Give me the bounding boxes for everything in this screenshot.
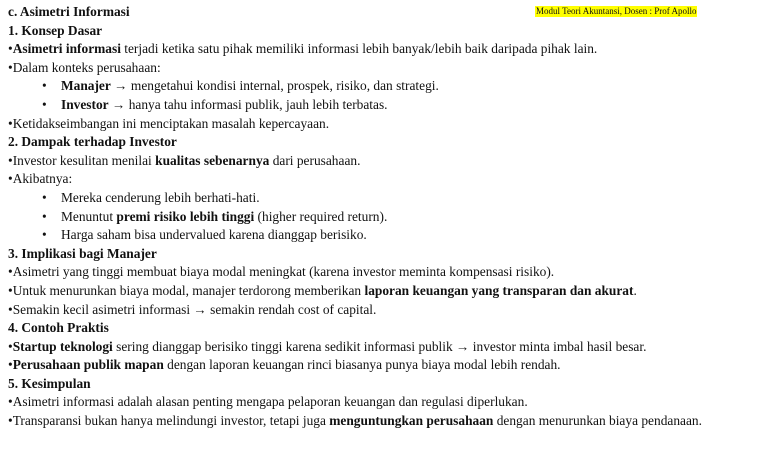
heading-dampak-investor: 2. Dampak terhadap Investor [8, 134, 177, 150]
sub-list-item [8, 226, 760, 245]
bullet: • [42, 227, 47, 243]
text: •Transparansi bukan hanya melindungi investor, tetapi juga [8, 413, 330, 429]
bold-term: laporan keuangan yang transparan dan akurat [364, 282, 634, 298]
text: •Untuk menurunkan biaya modal, manajer terdorong memberikan [8, 282, 365, 298]
bullet: • [42, 78, 47, 94]
text: → mengetahui kondisi internal, prospek, risiko, dan strategi. [110, 78, 439, 94]
document-page [8, 3, 760, 431]
bullet: • [8, 41, 13, 57]
bullet: • [42, 96, 47, 112]
bold-term: Investor [61, 96, 109, 112]
bullet: • [8, 357, 13, 373]
paragraph: •Asimetri informasi adalah alasan penting mengapa pelaporan keuangan dan regulasi diperlukan. [8, 394, 528, 410]
text: (higher required return). [254, 208, 388, 224]
paragraph [8, 40, 760, 59]
paragraph: •Semakin kecil asimetri informasi → semakin rendah cost of capital. [8, 301, 377, 317]
paragraph [8, 356, 760, 375]
paragraph [8, 412, 760, 431]
bold-term: Perusahaan publik mapan [12, 357, 164, 373]
paragraph [8, 152, 760, 171]
paragraph: •Dalam konteks perusahaan: [8, 59, 161, 75]
text: •Investor kesulitan menilai [8, 152, 156, 168]
sub-list-item [8, 77, 760, 96]
heading-konsep-dasar: 1. Konsep Dasar [8, 22, 103, 38]
bold-term: Asimetri informasi [12, 41, 121, 57]
bullet: • [8, 338, 13, 354]
paragraph [8, 282, 760, 301]
bold-term: premi risiko lebih tinggi [116, 208, 255, 224]
header-note: Modul Teori Akuntansi, Dosen : Prof Apollo [536, 6, 697, 16]
sub-list-item [8, 208, 760, 227]
sub-list-item [8, 189, 760, 208]
text: . [633, 282, 637, 298]
paragraph [8, 338, 760, 357]
text: dengan laporan keuangan rinci biasanya punya biaya modal lebih rendah. [163, 357, 561, 373]
heading-implikasi-manajer: 3. Implikasi bagi Manajer [8, 245, 157, 261]
text: terjadi ketika satu pihak memiliki informasi lebih banyak/lebih baik daripada pihak lain. [120, 41, 598, 57]
sub-list-item [8, 96, 760, 115]
paragraph: •Ketidakseimbangan ini menciptakan masalah kepercayaan. [8, 115, 330, 131]
text: Menuntut [61, 208, 117, 224]
text: → hanya tahu informasi publik, jauh lebih terbatas. [108, 96, 388, 112]
paragraph: •Akibatnya: [8, 171, 73, 187]
bold-term: Manajer [61, 78, 111, 94]
text: dari perusahaan. [269, 152, 361, 168]
bold-term: Startup teknologi [12, 338, 113, 354]
text: dengan menurunkan biaya pendanaan. [493, 413, 702, 429]
heading-contoh-praktis: 4. Contoh Praktis [8, 320, 109, 336]
section-title: c. Asimetri Informasi [8, 4, 130, 19]
heading-kesimpulan: 5. Kesimpulan [8, 375, 91, 391]
text: sering dianggap berisiko tinggi karena sedikit informasi publik → investor minta imbal hasil besar. [112, 338, 647, 354]
bullet: • [42, 189, 47, 205]
bold-term: menguntungkan perusahaan [329, 413, 494, 429]
bold-term: kualitas sebenarnya [155, 152, 270, 168]
text: Mereka cenderung lebih berhati-hati. [61, 189, 260, 205]
text: Harga saham bisa undervalued karena dianggap berisiko. [61, 227, 367, 243]
bullet: • [42, 208, 47, 224]
paragraph: •Asimetri yang tinggi membuat biaya modal meningkat (karena investor meminta kompensasi risiko). [8, 264, 555, 280]
